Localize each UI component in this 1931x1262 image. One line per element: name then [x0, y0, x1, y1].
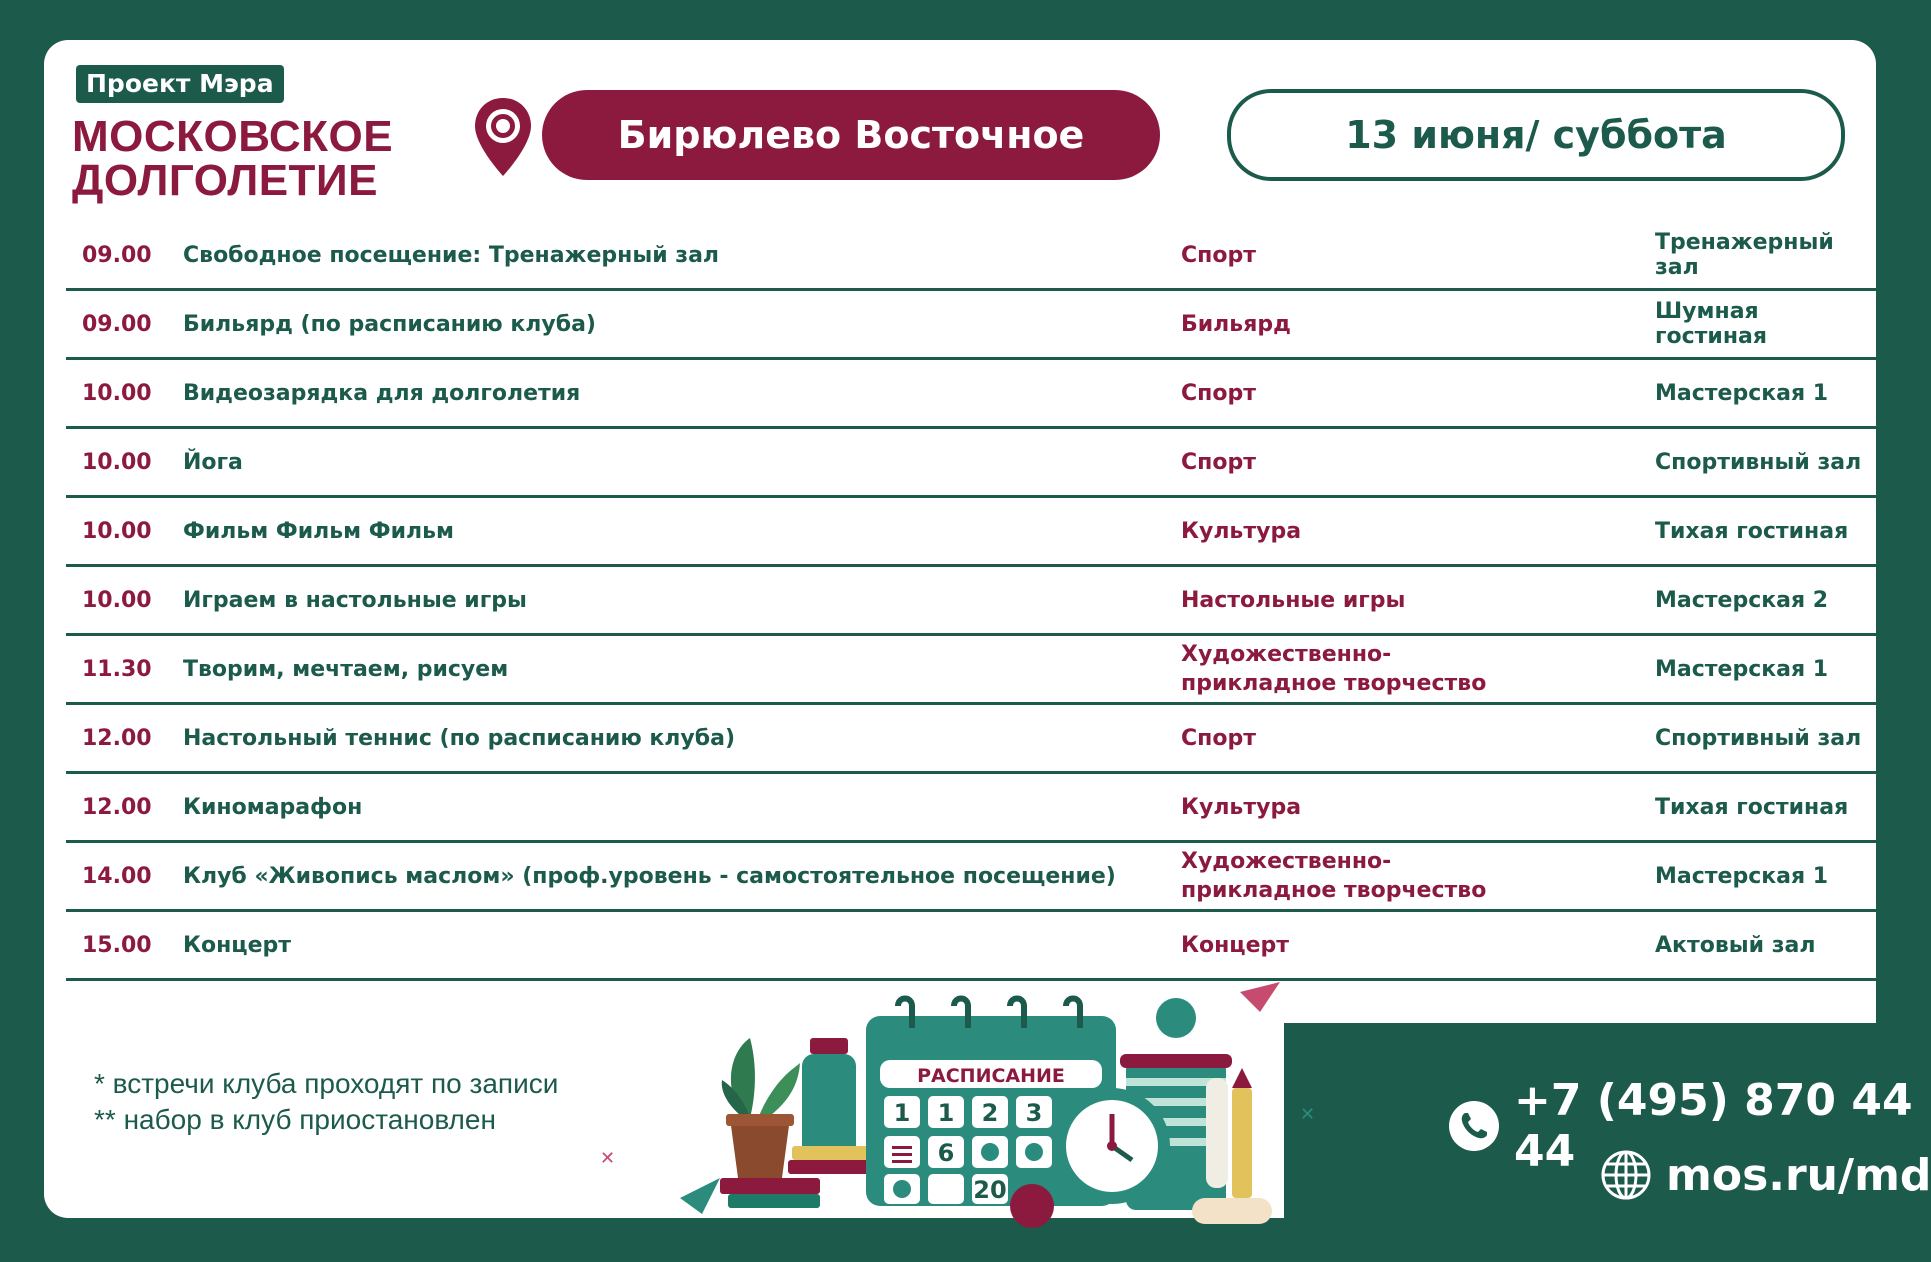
event-time: 14.00 — [82, 863, 152, 889]
event-time: 09.00 — [82, 242, 152, 268]
event-category: Культура — [1181, 794, 1302, 820]
phone-number: +7 (495) 870 44 44 — [1514, 1075, 1913, 1177]
footnote-enrollment: ** набор в клуб приостановлен — [94, 1104, 496, 1135]
event-time: 12.00 — [82, 794, 152, 820]
table-row — [66, 774, 1876, 843]
website-contact[interactable] — [1600, 1149, 1931, 1201]
event-category: Спорт — [1181, 380, 1256, 406]
event-time: 10.00 — [82, 380, 152, 406]
sparkle-icon: ✕ — [600, 1148, 616, 1169]
project-badge: Проект Мэра — [76, 65, 284, 103]
event-place: Шумная гостиная — [1655, 299, 1767, 349]
event-time: 11.30 — [82, 656, 152, 682]
sparkle-icon: ✕ — [1300, 1104, 1316, 1125]
event-title: Видеозарядка для долголетия — [183, 380, 581, 406]
event-category: Спорт — [1181, 242, 1256, 268]
calendar-title: РАСПИСАНИЕ — [917, 1065, 1065, 1087]
event-title: Киномарафон — [183, 794, 363, 820]
event-title: Играем в настольные игры — [183, 587, 527, 613]
apple-icon — [1010, 1184, 1054, 1228]
globe-icon — [1600, 1149, 1652, 1201]
event-place: Актовый зал — [1655, 932, 1816, 958]
event-place: Спортивный зал — [1655, 449, 1862, 475]
event-title: Свободное посещение: Тренажерный зал — [183, 242, 720, 268]
calendar-cell: 6 — [937, 1139, 955, 1167]
location-pin-icon — [472, 96, 534, 178]
event-title: Фильм Фильм Фильм — [183, 518, 455, 544]
table-row — [66, 498, 1876, 567]
event-time: 15.00 — [82, 932, 152, 958]
calendar-cell: 1 — [893, 1099, 911, 1127]
bottle-icon — [802, 1038, 856, 1164]
footnote-registration: * встречи клуба проходят по записи — [94, 1068, 559, 1099]
event-title: Йога — [183, 449, 243, 475]
logo-line-1: МОСКОВСКОЕ — [72, 112, 394, 161]
website-url: mos.ru/md — [1666, 1149, 1931, 1201]
event-place: Спортивный зал — [1655, 725, 1862, 751]
event-place: Мастерская 2 — [1655, 587, 1829, 613]
calendar-cell: 20 — [973, 1176, 1007, 1204]
schedule-table — [66, 222, 1876, 981]
event-time: 10.00 — [82, 449, 152, 475]
table-row — [66, 360, 1876, 429]
event-category: Концерт — [1181, 932, 1290, 958]
phone-icon — [1448, 1100, 1500, 1152]
event-time: 10.00 — [82, 518, 152, 544]
calendar-cell: 3 — [1025, 1099, 1043, 1127]
table-row — [66, 429, 1876, 498]
calendar-cell: 1 — [937, 1099, 955, 1127]
event-title: Творим, мечтаем, рисуем — [183, 656, 509, 682]
event-place: Тренажерный зал — [1655, 230, 1834, 280]
event-category: Культура — [1181, 518, 1302, 544]
table-row — [66, 636, 1876, 705]
location-title: Бирюлево Восточное — [542, 90, 1160, 180]
event-place: Тихая гостиная — [1655, 794, 1849, 820]
event-category: Бильярд — [1181, 311, 1291, 337]
table-row — [66, 222, 1876, 291]
logo-line-2: ДОЛГОЛЕТИЕ — [72, 156, 378, 205]
paper-plane-icon — [1240, 982, 1280, 1012]
event-place: Мастерская 1 — [1655, 380, 1829, 406]
clock-icon — [1054, 1088, 1170, 1204]
event-time: 09.00 — [82, 311, 152, 337]
event-title: Настольный теннис (по расписанию клуба) — [183, 725, 736, 751]
event-category: Настольные игры — [1181, 587, 1406, 613]
table-row — [66, 843, 1876, 912]
event-place: Тихая гостиная — [1655, 518, 1849, 544]
event-place: Мастерская 1 — [1655, 863, 1829, 889]
event-time: 12.00 — [82, 725, 152, 751]
paper-plane-icon — [680, 1178, 720, 1214]
table-row — [66, 567, 1876, 636]
event-category: Спорт — [1181, 725, 1256, 751]
table-row — [66, 291, 1876, 360]
date-label: 13 июня/ суббота — [1227, 89, 1845, 181]
event-category: Спорт — [1181, 449, 1256, 475]
event-category: Художественно-прикладное творчество — [1181, 642, 1487, 696]
plant-icon — [722, 1038, 800, 1178]
event-title: Клуб «Живопись маслом» (проф.уровень - самостоятельное посещение) — [183, 863, 1116, 889]
event-title: Бильярд (по расписанию клуба) — [183, 311, 596, 337]
table-row — [66, 705, 1876, 774]
event-category: Художественно-прикладное творчество — [1181, 849, 1487, 903]
calendar-cell: 2 — [981, 1099, 999, 1127]
event-title: Концерт — [183, 932, 292, 958]
schedule-illustration — [600, 968, 1316, 1228]
event-time: 10.00 — [82, 587, 152, 613]
event-place: Мастерская 1 — [1655, 656, 1829, 682]
